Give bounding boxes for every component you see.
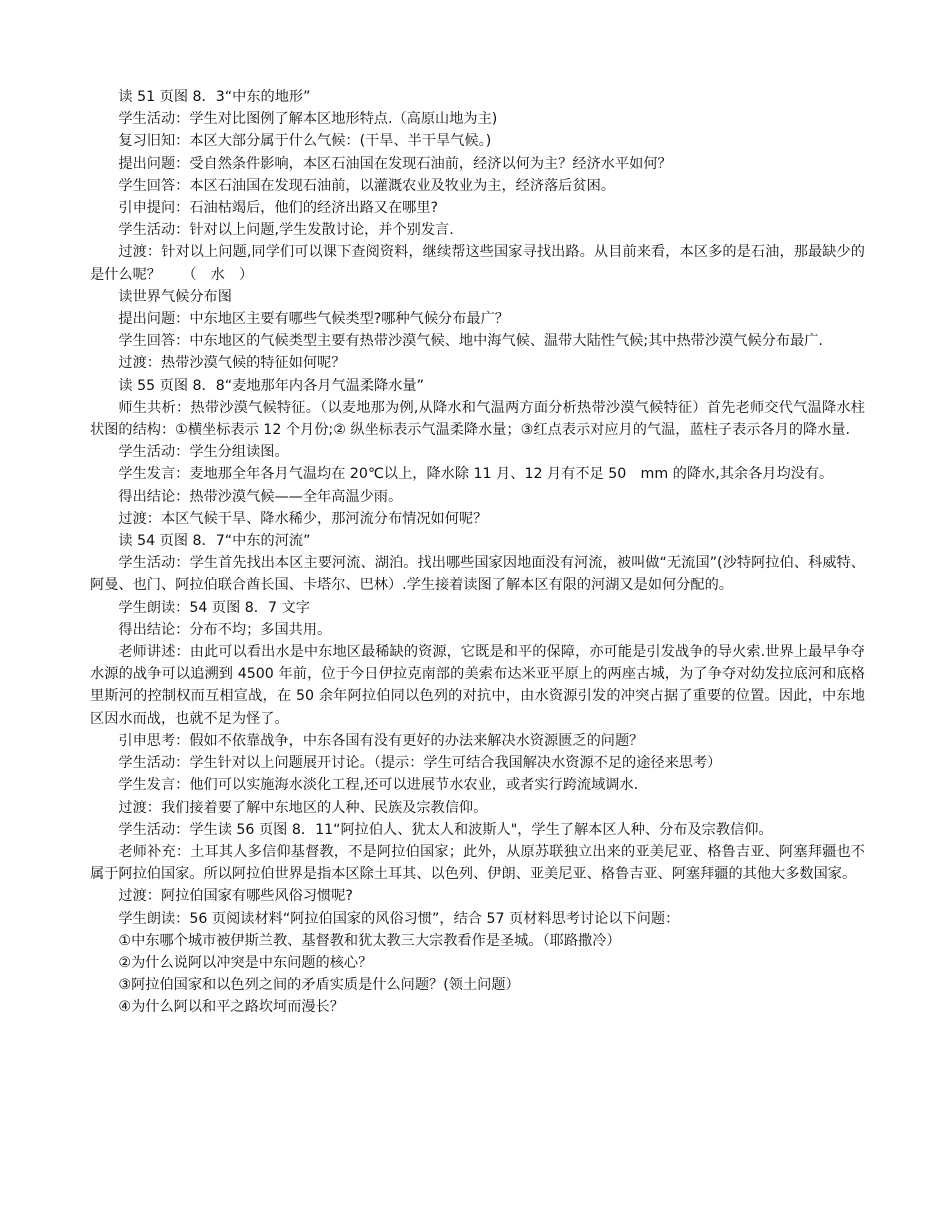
paragraph: 过渡：本区气候干旱、降水稀少，那河流分布情况如何呢？ [118,510,488,527]
paragraph: 学生活动：学生读 56 页图 8．11“阿拉伯人、犹太人和波斯人"，学生了解本区人种、分布及宗教信仰。 [118,821,773,838]
paragraph: ③阿拉伯国家和以色列之间的矛盾实质是什么问题？(领土问题） [118,977,520,994]
paragraph: 过渡：热带沙漠气候的特征如何呢？ [118,355,346,372]
paragraph: 过渡：针对以上问题,同学们可以课下查阅资料，继续帮这些国家寻找出路。从目前来看，本区多的是石油，那最缺少的是什么呢？ （ 水 ） [90,244,865,283]
paragraph: ④为什么阿以和平之路坎坷而漫长？ [118,999,344,1016]
paragraph: 学生朗读：54 页图 8．7 文字 [118,599,310,616]
paragraph: 学生回答：中东地区的气候类型主要有热带沙漠气候、地中海气候、温带大陆性气候;其中热带沙漠气候分布最广. [118,333,823,350]
paragraph: 读 51 页图 8．3“中东的地形” [118,89,311,105]
paragraph: 学生发言：他们可以实施海水淡化工程,还可以进展节水农业，或者实行跨流域调水. [118,777,639,794]
paragraph: 读世界气候分布图 [118,288,232,305]
paragraph: 提出问题：中东地区主要有哪些气候类型?哪种气候分布最广？ [118,311,509,328]
paragraph: 复习旧知：本区大部分属于什么气候：(干旱、半干旱气候。) [118,133,492,150]
paragraph: 学生活动：学生针对以上问题展开讨论。（提示：学生可结合我国解决水资源不足的途径来思考） [118,755,722,772]
paragraph: ①中东哪个城市被伊斯兰教、基督教和犹太教三大宗教看作是圣城。（耶路撒冷） [118,932,621,949]
paragraph: 引申提问：石油枯竭后，他们的经济出路又在哪里? [118,200,439,217]
paragraph: 学生活动：学生首先找出本区主要河流、湖泊。找出哪些国家因地面没有河流，被叫做“无流国”(沙特阿拉伯、科威特、阿曼、也门、阿拉伯联合酋长国、卡塔尔、巴林）.学生接着读图了解本区有限的河湖又是如何分配的。 [90,555,865,594]
paragraph: 读 55 页图 8．8“麦地那年内各月气温柔降水量” [118,377,424,394]
paragraph: 学生发言：麦地那全年各月气温均在 20℃以上，降水除 11 月、12 月有不足 50 mm 的降水,其余各月均没有。 [118,466,834,483]
paragraph: 学生活动：学生对比图例了解本区地形特点.（高原山地为主) [118,111,498,128]
paragraph: 过渡：我们接着要了解中东地区的人种、民族及宗教信仰。 [118,799,488,816]
paragraph: 学生活动：针对以上问题,学生发散讨论，并个别发言. [118,222,454,239]
document-body [90,86,865,1019]
paragraph: 提出问题：受自然条件影响，本区石油国在发现石油前，经济以何为主？经济水平如何？ [118,155,672,172]
paragraph: 学生活动：学生分组读图。 [118,444,289,461]
paragraph: 学生朗读：56 页阅读材料“阿拉伯国家的风俗习惯”，结合 57 页材料思考讨论以下问题： [118,910,680,927]
paragraph: ②为什么说阿以冲突是中东问题的核心？ [118,954,373,971]
paragraph: 师生共析：热带沙漠气候特征。（以麦地那为例,从降水和气温两方面分析热带沙漠气候特征）首先老师交代气温降水柱状图的结构：①横坐标表示 12 个月份;② 纵坐标表示气温柔降水量；③红点表示对应月的气温，蓝柱子表示各月的降水量. [90,399,865,439]
paragraph: 学生回答：本区石油国在发现石油前，以灌溉农业及牧业为主，经济落后贫困。 [118,177,615,194]
paragraph: 老师补充：土耳其人多信仰基督教，不是阿拉伯国家；此外，从原苏联独立出来的亚美尼亚、格鲁吉亚、阿塞拜疆也不属于阿拉伯国家。所以阿拉伯世界是指本区除土耳其、以色列、伊朗、亚美尼亚、格鲁吉亚、阿塞拜疆的其他大多数国家。 [90,843,865,883]
paragraph: 过渡：阿拉伯国家有哪些风俗习惯呢? [118,888,353,905]
paragraph: 老师讲述：由此可以看出水是中东地区最稀缺的资源，它既是和平的保障，亦可能是引发战争的导火索.世界上最早争夺水源的战争可以追溯到 4500 年前，位于今日伊拉克南部的美索布达米亚平原上的两座古城，为了争夺对幼发拉底河和底格里斯河的控制权而互相宣战，在 50 余年阿拉伯同以色列的对抗中，由水资源引发的冲突占据了重要的位置。因此，中东地区因水而战，也就不足为怪了。 [90,644,865,727]
paragraph: 得出结论：分布不均；多国共用。 [118,621,332,638]
paragraph: 读 54 页图 8．7“中东的河流” [118,533,311,550]
paragraph: 得出结论：热带沙漠气候——全年高温少雨。 [118,488,403,505]
paragraph: 引申思考：假如不依靠战争，中东各国有没有更好的办法来解决水资源匮乏的问题？ [118,732,644,749]
